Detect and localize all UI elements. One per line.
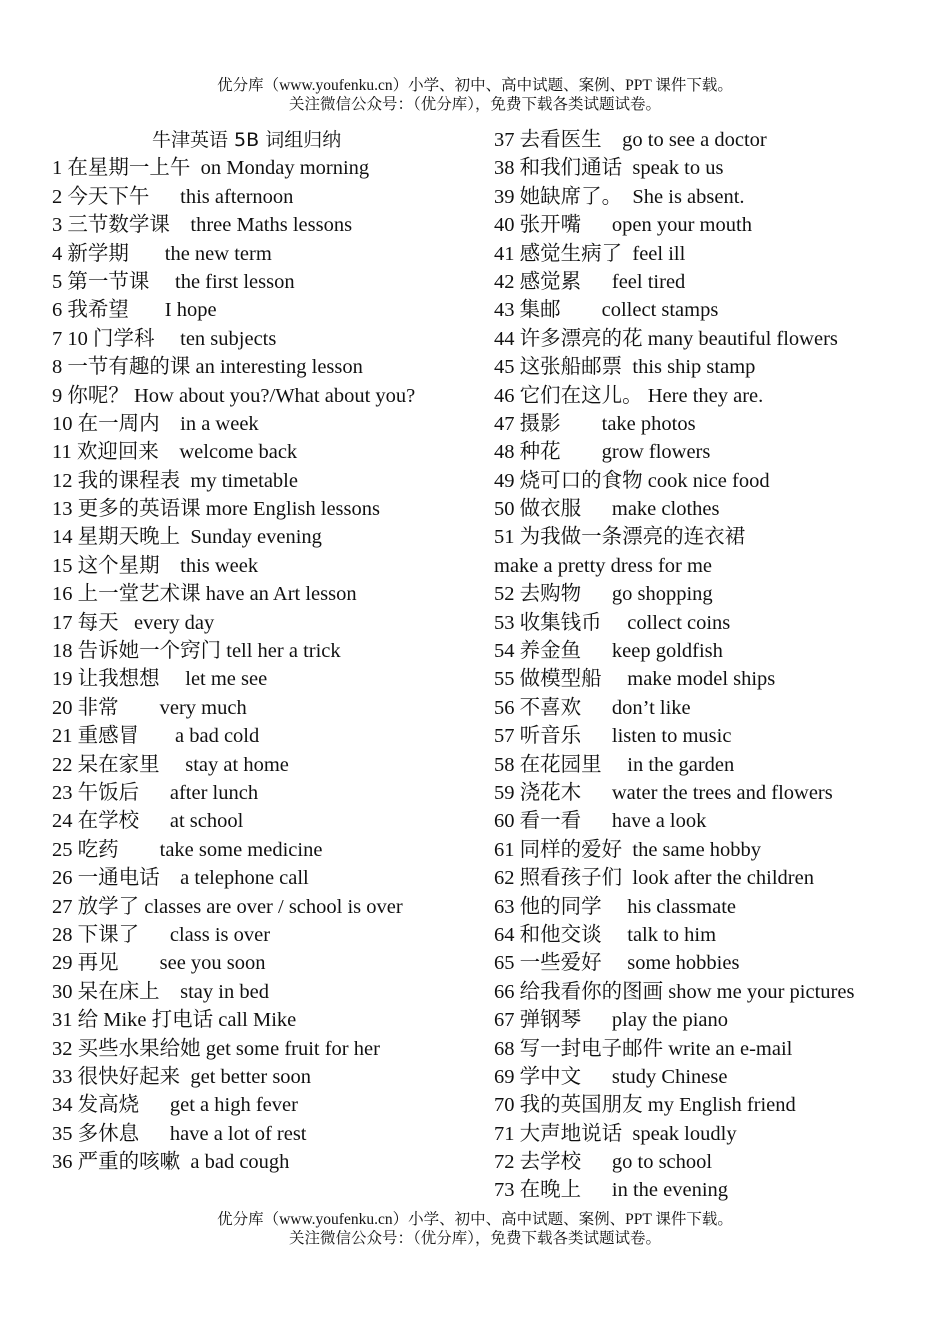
phrase-item: 73 在晚上 in the evening	[494, 1179, 729, 1202]
phrase-item: 35 多休息 have a lot of rest	[52, 1122, 307, 1145]
phrase-item: 11 欢迎回来 welcome back	[52, 441, 298, 464]
phrase-item: 26 一通电话 a telephone call	[52, 867, 309, 890]
phrase-item: 48 种花 grow flowers	[494, 441, 711, 464]
phrase-item: 25 吃药 take some medicine	[52, 838, 323, 861]
phrase-item: 37 去看医生 go to see a doctor	[494, 129, 767, 151]
phrase-item: 4 新学期 the new term	[52, 242, 272, 265]
phrase-item: 2 今天下午 this afternoon	[52, 185, 294, 208]
phrase-list-left	[52, 154, 457, 1176]
phrase-item: 65 一些爱好 some hobbies	[494, 952, 740, 975]
phrase-item: 69 学中文 study Chinese	[494, 1065, 728, 1088]
phrase-item: 58 在花园里 in the garden	[494, 753, 735, 776]
phrase-item: 54 养金鱼 keep goldfish	[494, 640, 723, 663]
phrase-item: 10 在一周内 in a week	[52, 412, 259, 435]
phrase-item: 23 午饭后 after lunch	[52, 782, 259, 804]
header-line-1: 优分库（www.youfenku.cn）小学、初中、高中试题、案例、PPT 课件下载。	[217, 77, 733, 94]
phrase-item: 62 照看孩子们 look after the children	[494, 867, 814, 890]
phrase-item: 49 烧可口的食物 cook nice food	[494, 469, 770, 492]
phrase-item: 7 10 门学科 ten subjects	[52, 327, 277, 350]
header-line-2: 关注微信公众号：（优分库），免费下载各类试题试卷。	[288, 96, 661, 113]
phrase-item: 39 她缺席了。 She is absent.	[494, 185, 745, 208]
phrase-item: 32 买些水果给她 get some fruit for her	[52, 1037, 380, 1060]
phrase-item: 9 你呢？ How about you?/What about you?	[52, 384, 416, 407]
phrase-item: 72 去学校 go to school	[494, 1151, 713, 1174]
phrase-item: 21 重感冒 a bad cold	[52, 725, 260, 748]
phrase-item: 20 非常 very much	[52, 696, 247, 719]
phrase-item: 1 在星期一上午 on Monday morning	[52, 157, 370, 180]
footer-line-2: 关注微信公众号：（优分库），免费下载各类试题试卷。	[288, 1230, 661, 1247]
phrase-item: 47 摄影 take photos	[494, 412, 696, 435]
phrase-item: 51 为我做一条漂亮的连衣裙	[494, 526, 746, 549]
phrase-item: 53 收集钱币 collect coins	[494, 611, 731, 634]
phrase-item: 15 这个星期 this week	[52, 554, 259, 577]
phrase-item: 36 严重的咳嗽 a bad cough	[52, 1151, 290, 1174]
phrase-item: 61 同样的爱好 the same hobby	[494, 838, 762, 861]
phrase-item: 57 听音乐 listen to music	[494, 725, 732, 748]
phrase-item: 44 许多漂亮的花 many beautiful flowers	[494, 327, 838, 350]
left-column	[52, 126, 457, 1176]
phrase-item: 30 呆在床上 stay in bed	[52, 980, 269, 1003]
phrase-item: 42 感觉累 feel tired	[494, 270, 686, 293]
phrase-item: 17 每天 every day	[52, 611, 215, 634]
phrase-item: 13 更多的英语课 more English lessons	[52, 498, 380, 521]
phrase-item: 55 做模型船 make model ships	[494, 668, 776, 691]
document-title: 牛津英语 5B 词组归纳	[152, 129, 342, 151]
phrase-item: 22 呆在家里 stay at home	[52, 753, 289, 776]
phrase-item: 29 再见 see you soon	[52, 952, 266, 975]
phrase-item: 45 这张船邮票 this ship stamp	[494, 356, 756, 379]
phrase-item: 24 在学校 at school	[52, 810, 244, 833]
phrase-item: 5 第一节课 the first lesson	[52, 270, 295, 293]
phrase-item: 34 发高烧 get a high fever	[52, 1094, 298, 1117]
phrase-item: 59 浇花木 water the trees and flowers	[494, 781, 833, 804]
phrase-item: 60 看一看 have a look	[494, 810, 707, 833]
page-header	[0, 76, 950, 114]
phrase-item: 38 和我们通话 speak to us	[494, 157, 724, 180]
phrase-item: 27 放学了 classes are over / school is over	[52, 895, 403, 918]
phrase-item: 64 和他交谈 talk to him	[494, 923, 717, 946]
phrase-item: 46 它们在这儿。 Here they are.	[494, 384, 764, 407]
phrase-item: 63 他的同学 his classmate	[494, 895, 736, 918]
phrase-item: 31 给 Mike 打电话 call Mike	[52, 1009, 297, 1032]
footer-line-1: 优分库（www.youfenku.cn）小学、初中、高中试题、案例、PPT 课件下载。	[217, 1211, 733, 1228]
phrase-item: 28 下课了 class is over	[52, 923, 271, 946]
phrase-item: 71 大声地说话 speak loudly	[494, 1122, 737, 1145]
phrase-item: make a pretty dress for me	[494, 554, 713, 577]
phrase-item: 8 一节有趣的课 an interesting lesson	[52, 356, 363, 379]
phrase-item: 50 做衣服 make clothes	[494, 498, 720, 521]
phrase-item: 33 很快好起来 get better soon	[52, 1065, 312, 1088]
phrase-item: 18 告诉她一个窍门 tell her a trick	[52, 640, 341, 663]
phrase-item: 41 感觉生病了 feel ill	[494, 242, 686, 265]
phrase-list-right	[494, 126, 914, 1205]
phrase-item: 68 写一封电子邮件 write an e-mail	[494, 1037, 793, 1060]
phrase-item: 70 我的英国朋友 my English friend	[494, 1094, 796, 1117]
right-column	[494, 126, 914, 1205]
page-footer	[0, 1210, 950, 1248]
phrase-item: 43 集邮 collect stamps	[494, 299, 719, 322]
phrase-item: 3 三节数学课 three Maths lessons	[52, 214, 353, 237]
phrase-item: 6 我希望 I hope	[52, 299, 217, 322]
phrase-item: 52 去购物 go shopping	[494, 583, 713, 606]
phrase-item: 56 不喜欢 don’t like	[494, 696, 691, 719]
phrase-item: 66 给我看你的图画 show me your pictures	[494, 980, 855, 1003]
phrase-item: 40 张开嘴 open your mouth	[494, 214, 752, 237]
phrase-item: 19 让我想想 let me see	[52, 668, 268, 691]
phrase-item: 12 我的课程表 my timetable	[52, 469, 298, 492]
phrase-item: 14 星期天晚上 Sunday evening	[52, 526, 322, 549]
phrase-item: 67 弹钢琴 play the piano	[494, 1009, 729, 1032]
phrase-item: 16 上一堂艺术课 have an Art lesson	[52, 583, 357, 606]
